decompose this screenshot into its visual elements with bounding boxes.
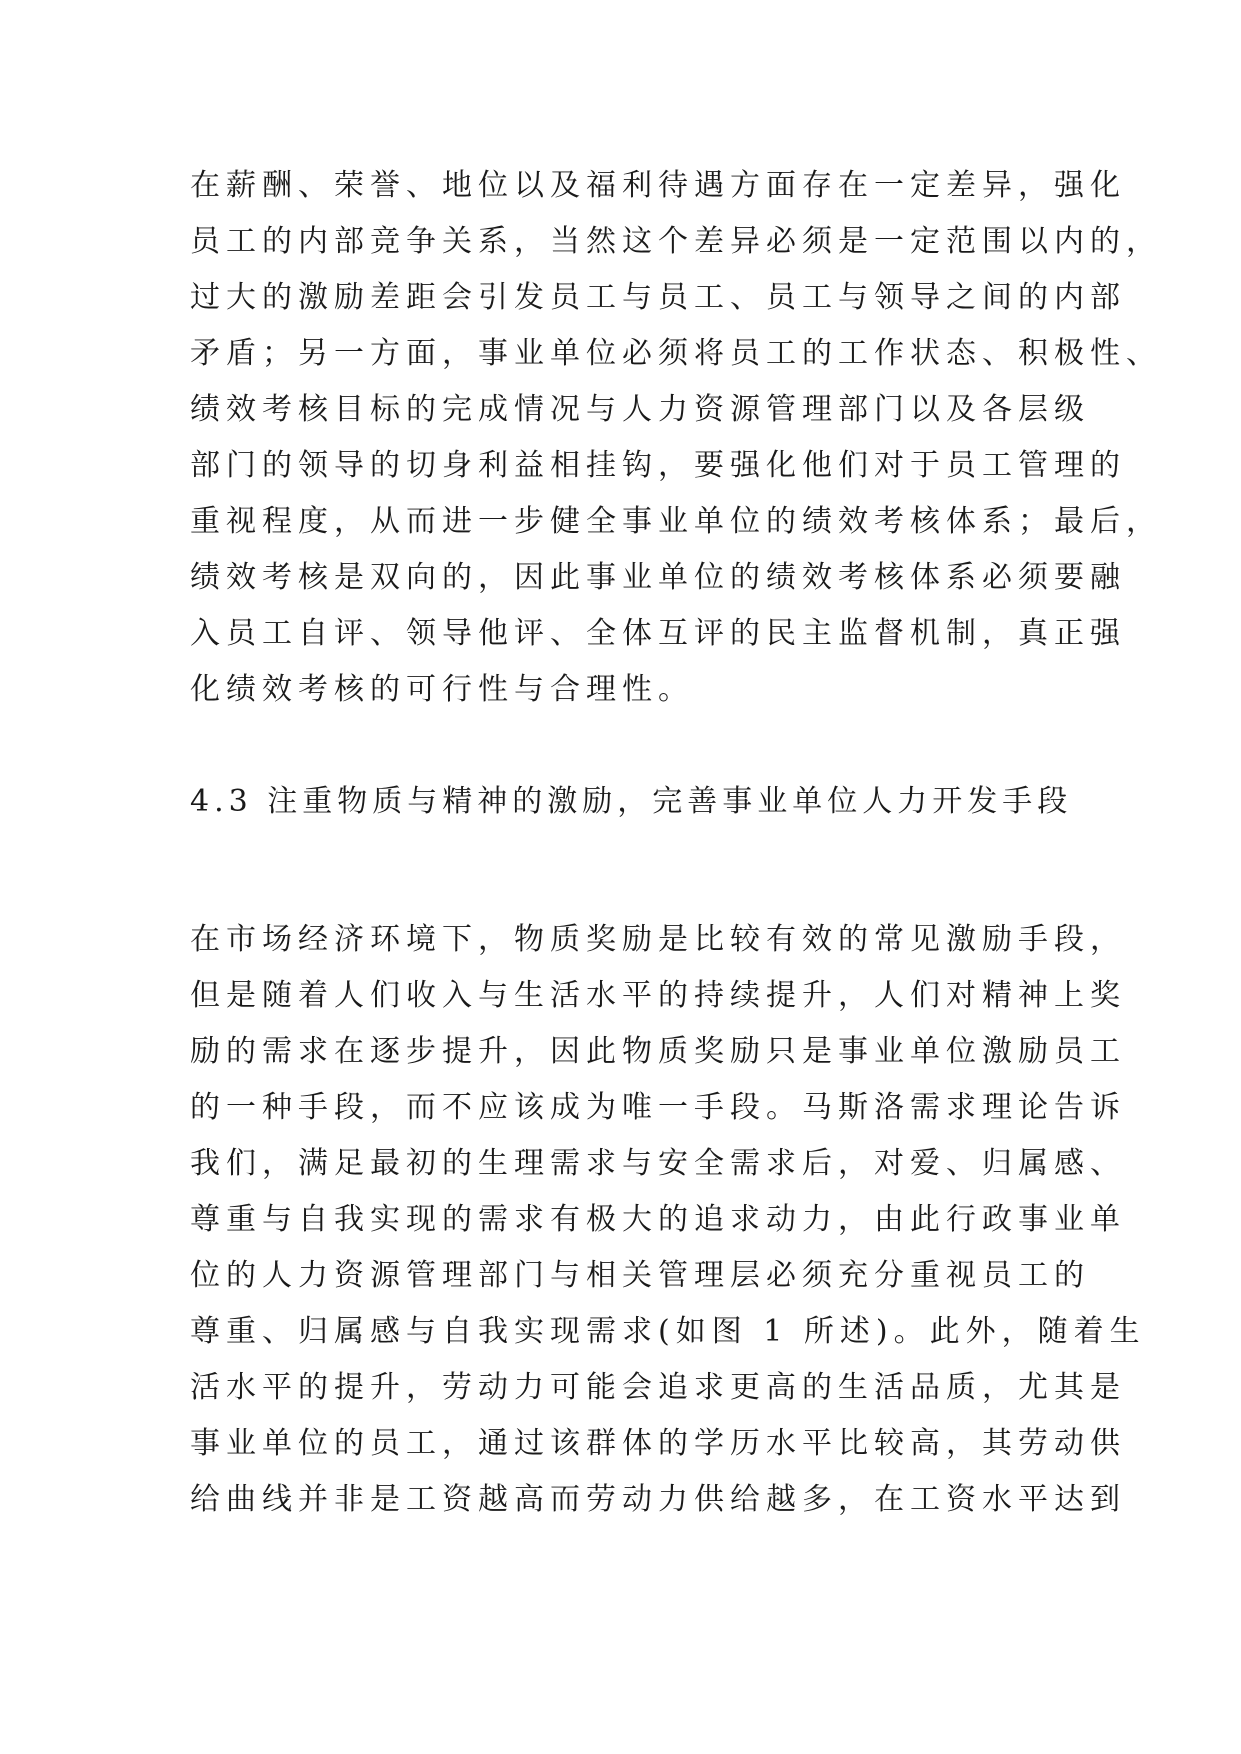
paragraph-line: 事业单位的员工，通过该群体的学历水平比较高，其劳动供 (190, 1426, 1126, 1461)
paragraph-line: 在市场经济环境下，物质奖励是比较有效的常见激励手段， (190, 922, 1126, 957)
paragraph-line: 尊重、归属感与自我实现需求(如图 1 所述)。此外，随着生 (190, 1314, 1146, 1349)
paragraph-line: 在薪酬、荣誉、地位以及福利待遇方面存在一定差异，强化 (190, 168, 1126, 203)
paragraph-line: 尊重与自我实现的需求有极大的追求动力，由此行政事业单 (190, 1202, 1126, 1237)
paragraph-line: 重视程度，从而进一步健全事业单位的绩效考核体系；最后， (190, 504, 1162, 539)
section-heading-text: 4.3 注重物质与精神的激励，完善事业单位人力开发手段 (190, 784, 1073, 819)
paragraph-line: 但是随着人们收入与生活水平的持续提升，人们对精神上奖 (190, 978, 1126, 1013)
section-heading-4-3 (190, 774, 1073, 830)
paragraph-line: 的一种手段，而不应该成为唯一手段。马斯洛需求理论告诉 (190, 1090, 1126, 1125)
paragraph-line: 位的人力资源管理部门与相关管理层必须充分重视员工的 (190, 1258, 1090, 1293)
paragraph-line: 我们，满足最初的生理需求与安全需求后，对爱、归属感、 (190, 1146, 1126, 1181)
paragraph-line: 过大的激励差距会引发员工与员工、员工与领导之间的内部 (190, 280, 1126, 315)
paragraph-performance-appraisal (190, 158, 1162, 718)
paragraph-line: 部门的领导的切身利益相挂钩，要强化他们对于员工管理的 (190, 448, 1126, 483)
paragraph-line: 给曲线并非是工资越高而劳动力供给越多，在工资水平达到 (190, 1482, 1126, 1517)
paragraph-line: 矛盾；另一方面，事业单位必须将员工的工作状态、积极性、 (190, 336, 1162, 371)
paragraph-line: 入员工自评、领导他评、全体互评的民主监督机制，真正强 (190, 616, 1126, 651)
paragraph-line: 绩效考核是双向的，因此事业单位的绩效考核体系必须要融 (190, 560, 1126, 595)
paragraph-line: 励的需求在逐步提升，因此物质奖励只是事业单位激励员工 (190, 1034, 1126, 1069)
paragraph-line: 员工的内部竞争关系，当然这个差异必须是一定范围以内的， (190, 224, 1162, 259)
paragraph-line: 活水平的提升，劳动力可能会追求更高的生活品质，尤其是 (190, 1370, 1126, 1405)
paragraph-material-spiritual-incentives (190, 912, 1146, 1528)
paragraph-line: 绩效考核目标的完成情况与人力资源管理部门以及各层级 (190, 392, 1090, 427)
paragraph-line: 化绩效考核的可行性与合理性。 (190, 672, 694, 707)
